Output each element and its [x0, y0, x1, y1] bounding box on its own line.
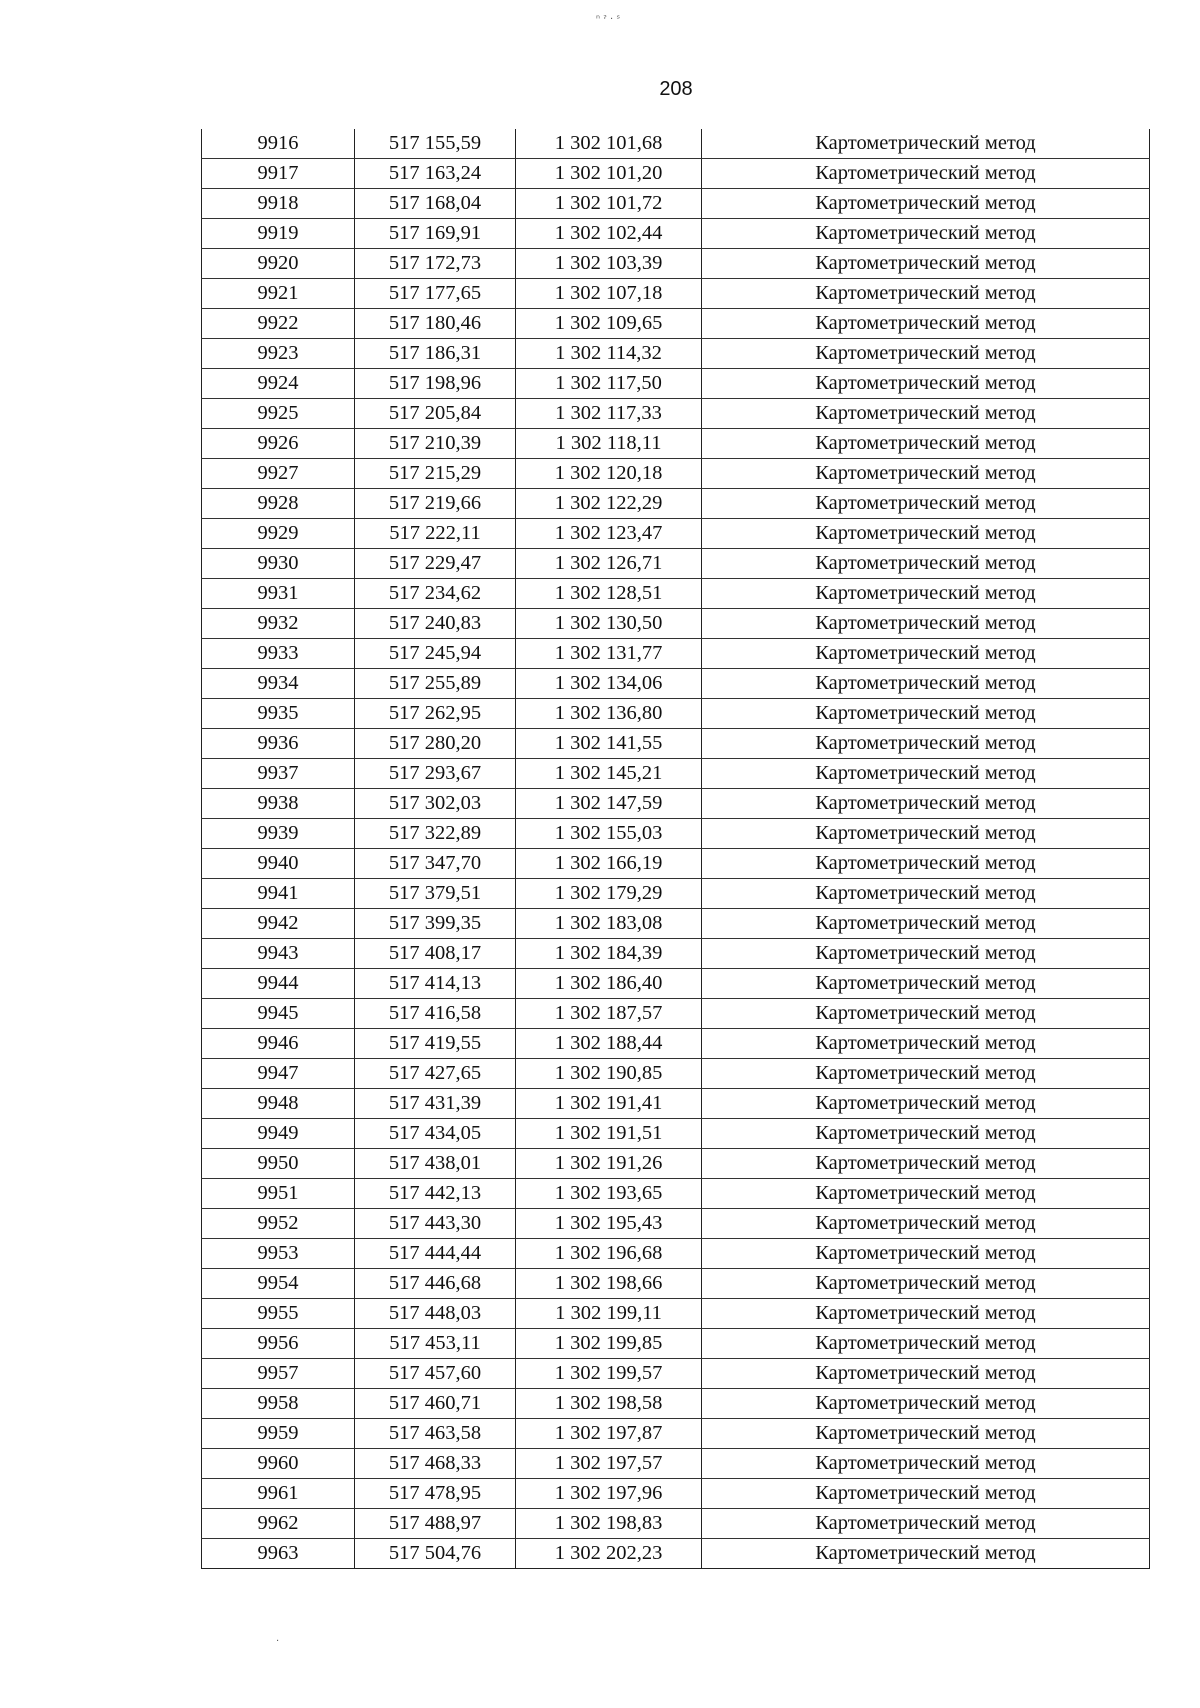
table-row — [202, 969, 1150, 999]
method-cell: Картометрический метод — [702, 879, 1150, 909]
table-row — [202, 1299, 1150, 1329]
table-row — [202, 399, 1150, 429]
y-coordinate-cell: 1 302 195,43 — [516, 1209, 702, 1239]
table-row — [202, 1029, 1150, 1059]
method-cell: Картометрический метод — [702, 759, 1150, 789]
table-row — [202, 159, 1150, 189]
y-coordinate-cell: 1 302 117,50 — [516, 369, 702, 399]
y-coordinate-cell: 1 302 107,18 — [516, 279, 702, 309]
x-coordinate-cell: 517 419,55 — [355, 1029, 516, 1059]
point-number-cell: 9936 — [202, 729, 355, 759]
method-cell: Картометрический метод — [702, 1059, 1150, 1089]
y-coordinate-cell: 1 302 199,57 — [516, 1359, 702, 1389]
x-coordinate-cell: 517 478,95 — [355, 1479, 516, 1509]
x-coordinate-cell: 517 186,31 — [355, 339, 516, 369]
point-number-cell: 9933 — [202, 639, 355, 669]
table-row — [202, 1539, 1150, 1569]
point-number-cell: 9930 — [202, 549, 355, 579]
y-coordinate-cell: 1 302 191,26 — [516, 1149, 702, 1179]
table-row — [202, 1359, 1150, 1389]
point-number-cell: 9944 — [202, 969, 355, 999]
point-number-cell: 9951 — [202, 1179, 355, 1209]
point-number-cell: 9935 — [202, 699, 355, 729]
table-row — [202, 519, 1150, 549]
y-coordinate-cell: 1 302 114,32 — [516, 339, 702, 369]
table-row — [202, 1149, 1150, 1179]
y-coordinate-cell: 1 302 193,65 — [516, 1179, 702, 1209]
y-coordinate-cell: 1 302 202,23 — [516, 1539, 702, 1569]
method-cell: Картометрический метод — [702, 609, 1150, 639]
table-row — [202, 1479, 1150, 1509]
point-number-cell: 9943 — [202, 939, 355, 969]
table-row — [202, 609, 1150, 639]
table-row — [202, 1089, 1150, 1119]
x-coordinate-cell: 517 255,89 — [355, 669, 516, 699]
x-coordinate-cell: 517 245,94 — [355, 639, 516, 669]
method-cell: Картометрический метод — [702, 459, 1150, 489]
y-coordinate-cell: 1 302 117,33 — [516, 399, 702, 429]
table-row — [202, 459, 1150, 489]
table-row — [202, 579, 1150, 609]
y-coordinate-cell: 1 302 196,68 — [516, 1239, 702, 1269]
table-row — [202, 699, 1150, 729]
y-coordinate-cell: 1 302 198,58 — [516, 1389, 702, 1419]
y-coordinate-cell: 1 302 183,08 — [516, 909, 702, 939]
y-coordinate-cell: 1 302 197,57 — [516, 1449, 702, 1479]
method-cell: Картометрический метод — [702, 1269, 1150, 1299]
point-number-cell: 9925 — [202, 399, 355, 429]
point-number-cell: 9960 — [202, 1449, 355, 1479]
point-number-cell: 9941 — [202, 879, 355, 909]
table-row — [202, 1329, 1150, 1359]
x-coordinate-cell: 517 169,91 — [355, 219, 516, 249]
table-row — [202, 849, 1150, 879]
method-cell: Картометрический метод — [702, 1209, 1150, 1239]
y-coordinate-cell: 1 302 131,77 — [516, 639, 702, 669]
y-coordinate-cell: 1 302 166,19 — [516, 849, 702, 879]
y-coordinate-cell: 1 302 198,66 — [516, 1269, 702, 1299]
y-coordinate-cell: 1 302 103,39 — [516, 249, 702, 279]
point-number-cell: 9947 — [202, 1059, 355, 1089]
table-row — [202, 1119, 1150, 1149]
method-cell: Картометрический метод — [702, 969, 1150, 999]
method-cell: Картометрический метод — [702, 1149, 1150, 1179]
point-number-cell: 9958 — [202, 1389, 355, 1419]
method-cell: Картометрический метод — [702, 549, 1150, 579]
method-cell: Картометрический метод — [702, 819, 1150, 849]
method-cell: Картометрический метод — [702, 339, 1150, 369]
y-coordinate-cell: 1 302 128,51 — [516, 579, 702, 609]
table-row — [202, 429, 1150, 459]
y-coordinate-cell: 1 302 101,72 — [516, 189, 702, 219]
y-coordinate-cell: 1 302 123,47 — [516, 519, 702, 549]
method-cell: Картометрический метод — [702, 249, 1150, 279]
point-number-cell: 9945 — [202, 999, 355, 1029]
y-coordinate-cell: 1 302 188,44 — [516, 1029, 702, 1059]
x-coordinate-cell: 517 177,65 — [355, 279, 516, 309]
x-coordinate-cell: 517 215,29 — [355, 459, 516, 489]
page-number: 208 — [659, 78, 693, 100]
x-coordinate-cell: 517 262,95 — [355, 699, 516, 729]
method-cell: Картометрический метод — [702, 429, 1150, 459]
y-coordinate-cell: 1 302 147,59 — [516, 789, 702, 819]
x-coordinate-cell: 517 442,13 — [355, 1179, 516, 1209]
x-coordinate-cell: 517 438,01 — [355, 1149, 516, 1179]
x-coordinate-cell: 517 379,51 — [355, 879, 516, 909]
x-coordinate-cell: 517 460,71 — [355, 1389, 516, 1419]
y-coordinate-cell: 1 302 199,85 — [516, 1329, 702, 1359]
y-coordinate-cell: 1 302 118,11 — [516, 429, 702, 459]
x-coordinate-cell: 517 229,47 — [355, 549, 516, 579]
method-cell: Картометрический метод — [702, 1029, 1150, 1059]
x-coordinate-cell: 517 168,04 — [355, 189, 516, 219]
y-coordinate-cell: 1 302 141,55 — [516, 729, 702, 759]
x-coordinate-cell: 517 448,03 — [355, 1299, 516, 1329]
point-number-cell: 9918 — [202, 189, 355, 219]
point-number-cell: 9942 — [202, 909, 355, 939]
table-row — [202, 1509, 1150, 1539]
method-cell: Картометрический метод — [702, 999, 1150, 1029]
method-cell: Картометрический метод — [702, 1119, 1150, 1149]
point-number-cell: 9956 — [202, 1329, 355, 1359]
method-cell: Картометрический метод — [702, 639, 1150, 669]
method-cell: Картометрический метод — [702, 1509, 1150, 1539]
method-cell: Картометрический метод — [702, 699, 1150, 729]
method-cell: Картометрический метод — [702, 369, 1150, 399]
x-coordinate-cell: 517 347,70 — [355, 849, 516, 879]
point-number-cell: 9961 — [202, 1479, 355, 1509]
method-cell: Картометрический метод — [702, 849, 1150, 879]
point-number-cell: 9948 — [202, 1089, 355, 1119]
method-cell: Картометрический метод — [702, 189, 1150, 219]
table-row — [202, 1389, 1150, 1419]
table-row — [202, 1419, 1150, 1449]
point-number-cell: 9940 — [202, 849, 355, 879]
x-coordinate-cell: 517 488,97 — [355, 1509, 516, 1539]
x-coordinate-cell: 517 457,60 — [355, 1359, 516, 1389]
point-number-cell: 9952 — [202, 1209, 355, 1239]
table-row — [202, 669, 1150, 699]
point-number-cell: 9923 — [202, 339, 355, 369]
y-coordinate-cell: 1 302 130,50 — [516, 609, 702, 639]
point-number-cell: 9917 — [202, 159, 355, 189]
y-coordinate-cell: 1 302 109,65 — [516, 309, 702, 339]
coordinates-table — [201, 129, 1150, 1569]
point-number-cell: 9916 — [202, 129, 355, 159]
y-coordinate-cell: 1 302 184,39 — [516, 939, 702, 969]
x-coordinate-cell: 517 219,66 — [355, 489, 516, 519]
x-coordinate-cell: 517 180,46 — [355, 309, 516, 339]
method-cell: Картометрический метод — [702, 729, 1150, 759]
method-cell: Картометрический метод — [702, 279, 1150, 309]
x-coordinate-cell: 517 222,11 — [355, 519, 516, 549]
y-coordinate-cell: 1 302 155,03 — [516, 819, 702, 849]
method-cell: Картометрический метод — [702, 1449, 1150, 1479]
point-number-cell: 9950 — [202, 1149, 355, 1179]
x-coordinate-cell: 517 240,83 — [355, 609, 516, 639]
table-row — [202, 189, 1150, 219]
x-coordinate-cell: 517 205,84 — [355, 399, 516, 429]
table-row — [202, 549, 1150, 579]
table-row — [202, 999, 1150, 1029]
point-number-cell: 9962 — [202, 1509, 355, 1539]
x-coordinate-cell: 517 399,35 — [355, 909, 516, 939]
point-number-cell: 9928 — [202, 489, 355, 519]
method-cell: Картометрический метод — [702, 1419, 1150, 1449]
y-coordinate-cell: 1 302 190,85 — [516, 1059, 702, 1089]
x-coordinate-cell: 517 443,30 — [355, 1209, 516, 1239]
x-coordinate-cell: 517 302,03 — [355, 789, 516, 819]
x-coordinate-cell: 517 431,39 — [355, 1089, 516, 1119]
y-coordinate-cell: 1 302 197,87 — [516, 1419, 702, 1449]
table-row — [202, 759, 1150, 789]
table-row — [202, 1449, 1150, 1479]
y-coordinate-cell: 1 302 187,57 — [516, 999, 702, 1029]
point-number-cell: 9959 — [202, 1419, 355, 1449]
y-coordinate-cell: 1 302 186,40 — [516, 969, 702, 999]
point-number-cell: 9931 — [202, 579, 355, 609]
x-coordinate-cell: 517 427,65 — [355, 1059, 516, 1089]
method-cell: Картометрический метод — [702, 129, 1150, 159]
point-number-cell: 9924 — [202, 369, 355, 399]
y-coordinate-cell: 1 302 101,68 — [516, 129, 702, 159]
x-coordinate-cell: 517 416,58 — [355, 999, 516, 1029]
table-row — [202, 489, 1150, 519]
table-row — [202, 639, 1150, 669]
y-coordinate-cell: 1 302 191,51 — [516, 1119, 702, 1149]
point-number-cell: 9929 — [202, 519, 355, 549]
y-coordinate-cell: 1 302 120,18 — [516, 459, 702, 489]
table-row — [202, 309, 1150, 339]
method-cell: Картометрический метод — [702, 489, 1150, 519]
table-row — [202, 909, 1150, 939]
point-number-cell: 9921 — [202, 279, 355, 309]
point-number-cell: 9937 — [202, 759, 355, 789]
table-row — [202, 729, 1150, 759]
point-number-cell: 9957 — [202, 1359, 355, 1389]
table-row — [202, 219, 1150, 249]
y-coordinate-cell: 1 302 102,44 — [516, 219, 702, 249]
method-cell: Картометрический метод — [702, 1299, 1150, 1329]
method-cell: Картометрический метод — [702, 1089, 1150, 1119]
point-number-cell: 9927 — [202, 459, 355, 489]
method-cell: Картометрический метод — [702, 1479, 1150, 1509]
method-cell: Картометрический метод — [702, 1359, 1150, 1389]
method-cell: Картометрический метод — [702, 909, 1150, 939]
x-coordinate-cell: 517 172,73 — [355, 249, 516, 279]
x-coordinate-cell: 517 453,11 — [355, 1329, 516, 1359]
table-row — [202, 129, 1150, 159]
method-cell: Картометрический метод — [702, 1179, 1150, 1209]
table-row — [202, 1059, 1150, 1089]
y-coordinate-cell: 1 302 122,29 — [516, 489, 702, 519]
table-row — [202, 339, 1150, 369]
scan-speck-top: ⁿ ˀ · ˢ — [596, 14, 621, 25]
point-number-cell: 9963 — [202, 1539, 355, 1569]
x-coordinate-cell: 517 468,33 — [355, 1449, 516, 1479]
point-number-cell: 9920 — [202, 249, 355, 279]
point-number-cell: 9922 — [202, 309, 355, 339]
table-row — [202, 1239, 1150, 1269]
y-coordinate-cell: 1 302 145,21 — [516, 759, 702, 789]
method-cell: Картометрический метод — [702, 399, 1150, 429]
x-coordinate-cell: 517 155,59 — [355, 129, 516, 159]
table-row — [202, 279, 1150, 309]
x-coordinate-cell: 517 408,17 — [355, 939, 516, 969]
y-coordinate-cell: 1 302 134,06 — [516, 669, 702, 699]
x-coordinate-cell: 517 504,76 — [355, 1539, 516, 1569]
point-number-cell: 9919 — [202, 219, 355, 249]
table-row — [202, 789, 1150, 819]
point-number-cell: 9953 — [202, 1239, 355, 1269]
method-cell: Картометрический метод — [702, 1239, 1150, 1269]
table-row — [202, 369, 1150, 399]
x-coordinate-cell: 517 234,62 — [355, 579, 516, 609]
point-number-cell: 9939 — [202, 819, 355, 849]
y-coordinate-cell: 1 302 101,20 — [516, 159, 702, 189]
point-number-cell: 9949 — [202, 1119, 355, 1149]
x-coordinate-cell: 517 434,05 — [355, 1119, 516, 1149]
table-row — [202, 249, 1150, 279]
x-coordinate-cell: 517 444,44 — [355, 1239, 516, 1269]
method-cell: Картометрический метод — [702, 309, 1150, 339]
point-number-cell: 9934 — [202, 669, 355, 699]
x-coordinate-cell: 517 280,20 — [355, 729, 516, 759]
x-coordinate-cell: 517 293,67 — [355, 759, 516, 789]
y-coordinate-cell: 1 302 179,29 — [516, 879, 702, 909]
y-coordinate-cell: 1 302 198,83 — [516, 1509, 702, 1539]
scan-speck-bottom: · — [276, 1636, 280, 1647]
y-coordinate-cell: 1 302 191,41 — [516, 1089, 702, 1119]
method-cell: Картометрический метод — [702, 219, 1150, 249]
y-coordinate-cell: 1 302 197,96 — [516, 1479, 702, 1509]
table-row — [202, 819, 1150, 849]
x-coordinate-cell: 517 198,96 — [355, 369, 516, 399]
coordinates-table-body — [202, 129, 1150, 1569]
x-coordinate-cell: 517 163,24 — [355, 159, 516, 189]
table-row — [202, 879, 1150, 909]
point-number-cell: 9954 — [202, 1269, 355, 1299]
x-coordinate-cell: 517 446,68 — [355, 1269, 516, 1299]
point-number-cell: 9946 — [202, 1029, 355, 1059]
method-cell: Картометрический метод — [702, 669, 1150, 699]
method-cell: Картометрический метод — [702, 579, 1150, 609]
point-number-cell: 9926 — [202, 429, 355, 459]
x-coordinate-cell: 517 414,13 — [355, 969, 516, 999]
method-cell: Картометрический метод — [702, 1389, 1150, 1419]
y-coordinate-cell: 1 302 199,11 — [516, 1299, 702, 1329]
x-coordinate-cell: 517 322,89 — [355, 819, 516, 849]
point-number-cell: 9955 — [202, 1299, 355, 1329]
method-cell: Картометрический метод — [702, 519, 1150, 549]
table-row — [202, 1209, 1150, 1239]
table-row — [202, 939, 1150, 969]
x-coordinate-cell: 517 463,58 — [355, 1419, 516, 1449]
table-row — [202, 1179, 1150, 1209]
x-coordinate-cell: 517 210,39 — [355, 429, 516, 459]
table-row — [202, 1269, 1150, 1299]
method-cell: Картометрический метод — [702, 159, 1150, 189]
y-coordinate-cell: 1 302 136,80 — [516, 699, 702, 729]
method-cell: Картометрический метод — [702, 789, 1150, 819]
point-number-cell: 9932 — [202, 609, 355, 639]
y-coordinate-cell: 1 302 126,71 — [516, 549, 702, 579]
point-number-cell: 9938 — [202, 789, 355, 819]
method-cell: Картометрический метод — [702, 1539, 1150, 1569]
method-cell: Картометрический метод — [702, 939, 1150, 969]
method-cell: Картометрический метод — [702, 1329, 1150, 1359]
